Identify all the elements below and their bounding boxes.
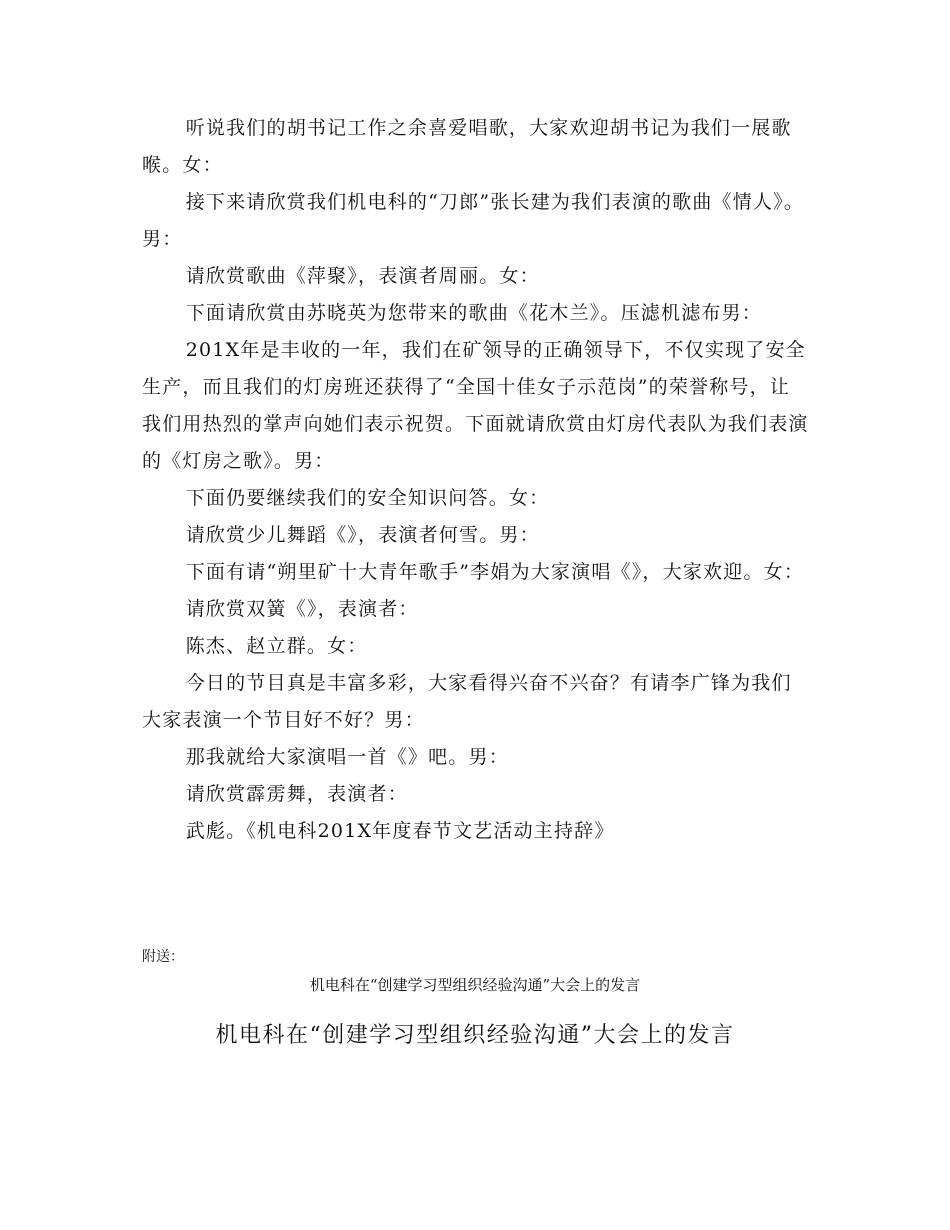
paragraph: 陈杰、赵立群。女： [185,635,368,657]
paragraph: 请欣赏少儿舞蹈《》，表演者何雪。男： [185,524,540,546]
paragraph: 请欣赏歌曲《萍聚》，表演者周丽。女： [185,265,540,287]
paragraph: 请欣赏霹雳舞，表演者： [185,783,408,805]
appendix-big-title: 机电科在“创建学习型组织经验沟通”大会上的发言 [215,1023,735,1048]
appendix-small-title: 机电科在“创建学习型组织经验沟通”大会上的发言 [309,976,641,994]
paragraph: 下面请欣赏由苏晓英为您带来的歌曲《花木兰》。压滤机滤布男： [185,302,762,324]
document-body [142,110,810,850]
paragraph: 听说我们的胡书记工作之余喜爱唱歌，大家欢迎胡书记为我们一展歌喉。女： [142,117,792,176]
paragraph: 今日的节目真是丰富多彩，大家看得兴奋不兴奋？有请李广锋为我们大家表演一个节目好不好？男： [142,672,792,731]
paragraph: 请欣赏双簧《》，表演者： [185,598,419,620]
paragraph: 201X年是丰收的一年，我们在矿领导的正确领导下，不仅实现了安全生产，而且我们的灯房班还获得了“全国十佳女子示范岗”的荣誉称号，让我们用热烈的掌声向她们表示祝贺。下面就请欣赏由灯房代表队为我们表演的《灯房之歌》。男： [142,339,809,472]
paragraph: 那我就给大家演唱一首《》吧。男： [185,746,509,768]
paragraph: 下面仍要继续我们的安全知识问答。女： [185,487,550,509]
paragraph: 武彪。《机电科201X年度春节文艺活动主持辞》 [185,820,615,842]
paragraph: 接下来请欣赏我们机电科的“刀郎”张长建为我们表演的歌曲《情人》。男： [142,191,805,250]
appendix-label: 附送： [142,949,184,965]
paragraph: 下面有请“朔里矿十大青年歌手”李娟为大家演唱《》，大家欢迎。女： [185,561,805,583]
